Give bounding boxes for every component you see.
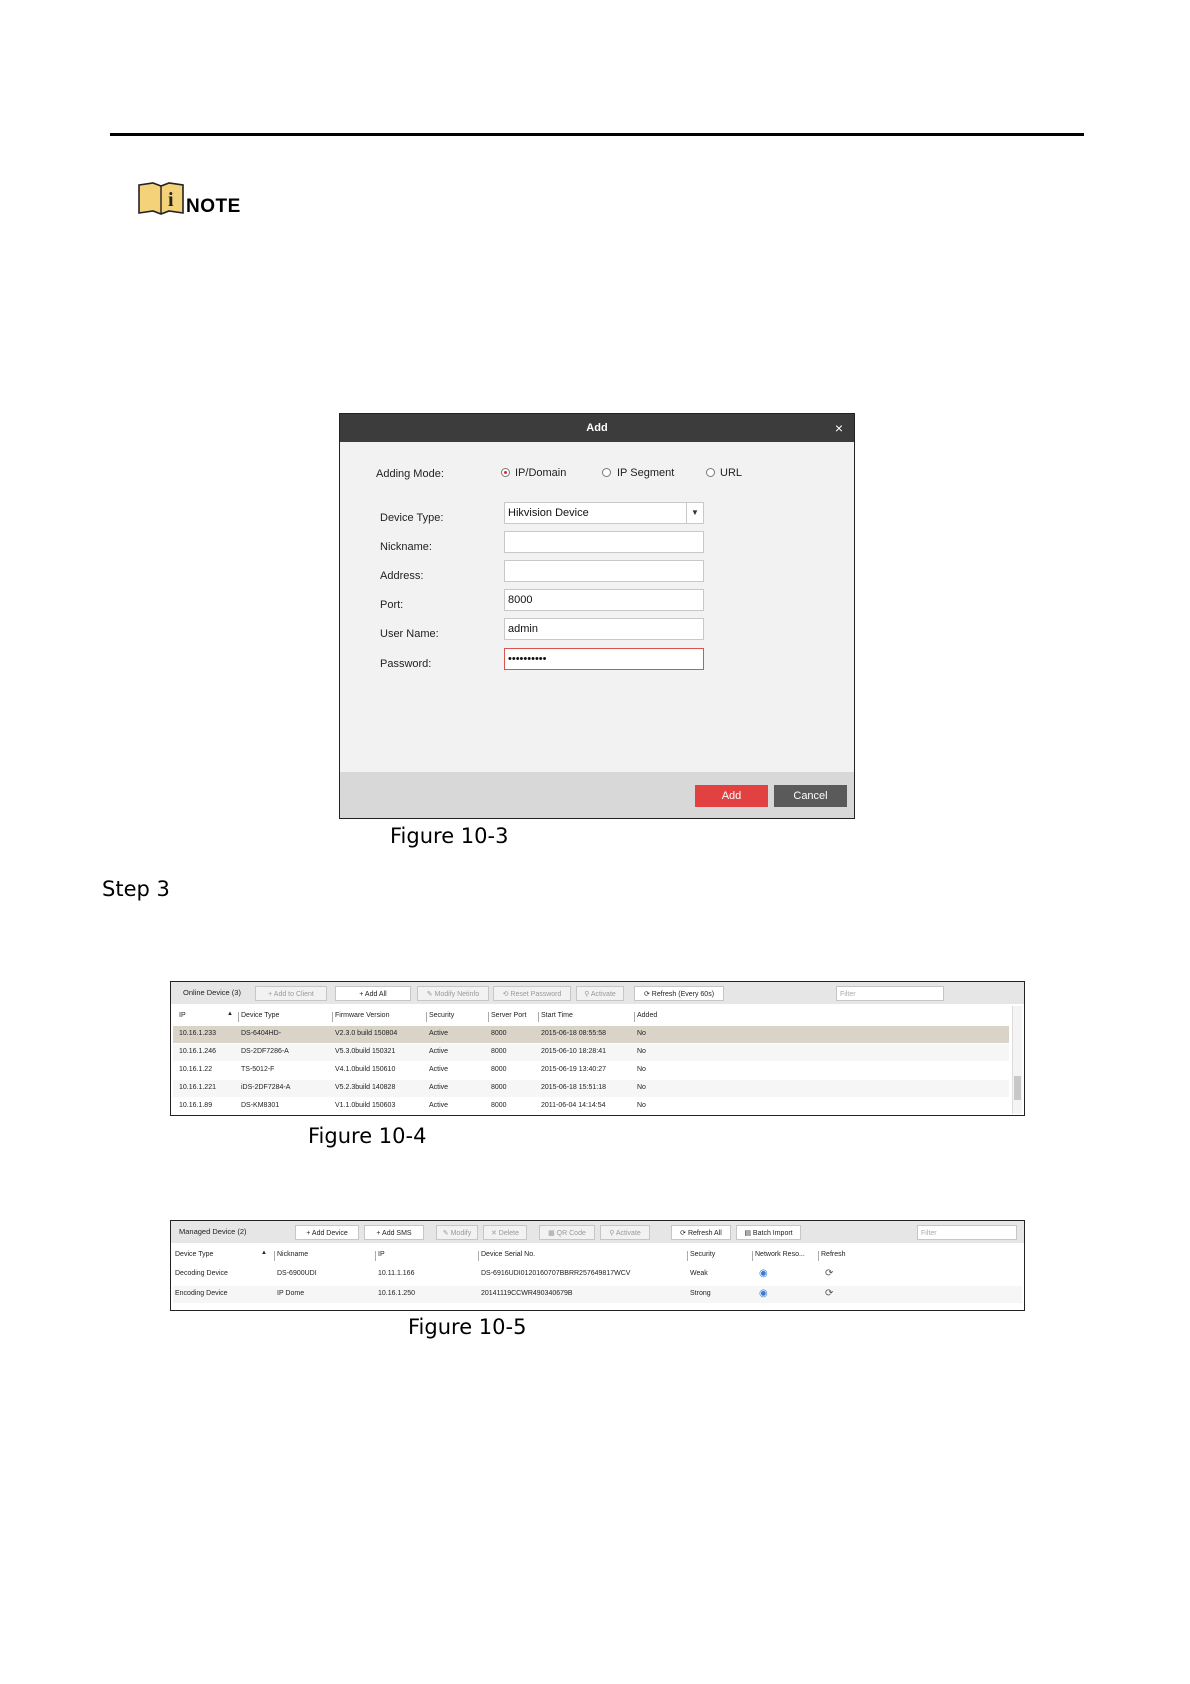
table-cell: 10.11.1.166 bbox=[378, 1270, 415, 1277]
table-cell: 20141119CCWR490340679B bbox=[481, 1290, 573, 1297]
modify-netinfo-button[interactable]: ✎ Modify Netinfo bbox=[417, 986, 489, 1001]
password-input[interactable]: •••••••••• bbox=[504, 648, 704, 670]
close-icon[interactable]: × bbox=[834, 420, 844, 436]
table-cell: No bbox=[637, 1030, 646, 1037]
password-label: Password: bbox=[380, 658, 432, 670]
column-divider bbox=[238, 1012, 239, 1022]
table-cell: DS-KM8301 bbox=[241, 1102, 280, 1109]
table-cell: 10.16.1.250 bbox=[378, 1290, 415, 1297]
table-cell: 10.16.1.246 bbox=[179, 1048, 216, 1055]
table-cell: V4.1.0build 150610 bbox=[335, 1066, 396, 1073]
table-cell: Active bbox=[429, 1048, 449, 1055]
table-cell: 10.16.1.22 bbox=[179, 1066, 213, 1073]
add-button[interactable]: Add bbox=[695, 785, 768, 807]
figure-caption-10-5: Figure 10-5 bbox=[408, 1315, 527, 1339]
mode-label-ip-segment: IP Segment bbox=[617, 467, 675, 479]
chevron-down-icon: ▼ bbox=[686, 503, 703, 523]
mode-label-ip-domain: IP/Domain bbox=[515, 467, 567, 479]
managed-device-panel bbox=[170, 1220, 1025, 1311]
table-cell: 8000 bbox=[491, 1066, 507, 1073]
table-cell: Weak bbox=[690, 1270, 708, 1277]
table-cell: DS-6916UDI0120160707BBRR257649817WCV bbox=[481, 1270, 631, 1277]
table-cell: 2015-06-10 18:28:41 bbox=[541, 1048, 606, 1055]
table-cell: 2015-06-19 13:40:27 bbox=[541, 1066, 606, 1073]
sort-ascending-icon: ▲ bbox=[227, 1011, 233, 1017]
refresh-all-button[interactable]: ⟳ Refresh All bbox=[671, 1225, 731, 1240]
table-cell: 10.16.1.89 bbox=[179, 1102, 213, 1109]
column-divider bbox=[274, 1251, 275, 1261]
table-cell: Active bbox=[429, 1030, 449, 1037]
table-cell: Encoding Device bbox=[175, 1290, 228, 1297]
delete-button[interactable]: ✕ Delete bbox=[483, 1225, 527, 1240]
online-col-header[interactable]: Firmware Version bbox=[335, 1012, 390, 1019]
online-filter-input[interactable]: Filter bbox=[836, 986, 944, 1001]
step-3-label: Step 3 bbox=[102, 877, 170, 901]
table-cell: Active bbox=[429, 1084, 449, 1091]
table-cell: Active bbox=[429, 1066, 449, 1073]
figure-caption-10-4: Figure 10-4 bbox=[308, 1124, 427, 1148]
device-type-value: Hikvision Device bbox=[508, 507, 589, 519]
online-col-header[interactable]: Security bbox=[429, 1012, 455, 1019]
username-input[interactable]: admin bbox=[504, 618, 704, 640]
table-cell: No bbox=[637, 1102, 646, 1109]
online-col-header[interactable]: IP bbox=[179, 1012, 186, 1019]
table-cell: 8000 bbox=[491, 1102, 507, 1109]
figure-caption-10-3: Figure 10-3 bbox=[390, 824, 509, 848]
refresh-icon[interactable]: ⟳ bbox=[825, 1288, 834, 1299]
add-device-button[interactable]: + Add Device bbox=[295, 1225, 359, 1240]
note-book-icon bbox=[137, 181, 187, 217]
table-cell: DS-6900UDI bbox=[277, 1270, 317, 1277]
table-cell: Decoding Device bbox=[175, 1270, 228, 1277]
managed-col-header[interactable]: Network Reso... bbox=[755, 1251, 805, 1258]
managed-col-header[interactable]: Security bbox=[690, 1251, 716, 1258]
qr-code-button[interactable]: ▦ QR Code bbox=[539, 1225, 595, 1240]
table-cell: TS-5012-F bbox=[241, 1066, 275, 1073]
reset-password-button[interactable]: ⟲ Reset Password bbox=[493, 986, 571, 1001]
batch-import-button[interactable]: ▤ Batch Import bbox=[736, 1225, 801, 1240]
table-cell: Active bbox=[429, 1102, 449, 1109]
managed-col-header[interactable]: IP bbox=[378, 1251, 385, 1258]
device-type-label: Device Type: bbox=[380, 512, 444, 524]
table-cell: V5.3.0build 150321 bbox=[335, 1048, 396, 1055]
table-cell: 2015-06-18 08:55:58 bbox=[541, 1030, 606, 1037]
table-cell: V1.1.0build 150603 bbox=[335, 1102, 396, 1109]
column-divider bbox=[478, 1251, 479, 1261]
refresh-every-60s-button[interactable]: ⟳ Refresh (Every 60s) bbox=[634, 986, 724, 1001]
managed-col-header[interactable]: Device Type bbox=[175, 1251, 214, 1258]
managed-col-header[interactable]: Nickname bbox=[277, 1251, 309, 1258]
radio-ip-segment[interactable] bbox=[602, 468, 611, 477]
address-input[interactable] bbox=[504, 560, 704, 582]
table-cell: 8000 bbox=[491, 1084, 507, 1091]
online-col-header[interactable]: Device Type bbox=[241, 1012, 280, 1019]
column-divider bbox=[332, 1012, 333, 1022]
table-cell: 10.16.1.221 bbox=[179, 1084, 216, 1091]
table-cell: V5.2.3build 140828 bbox=[335, 1084, 396, 1091]
modify-button[interactable]: ✎ Modify bbox=[436, 1225, 478, 1240]
online-scrollbar[interactable] bbox=[1012, 1006, 1022, 1114]
column-divider bbox=[538, 1012, 539, 1022]
column-divider bbox=[687, 1251, 688, 1261]
column-divider bbox=[752, 1251, 753, 1261]
managed-device-title: Managed Device (2) bbox=[179, 1227, 247, 1236]
sort-ascending-icon: ▲ bbox=[261, 1250, 267, 1256]
table-cell: DS-2DF7286-A bbox=[241, 1048, 289, 1055]
network-globe-icon[interactable]: ◉ bbox=[759, 1268, 768, 1279]
cancel-button[interactable]: Cancel bbox=[774, 785, 847, 807]
table-cell: 8000 bbox=[491, 1030, 507, 1037]
online-device-title: Online Device (3) bbox=[183, 988, 241, 997]
activate-button[interactable]: ⚲ Activate bbox=[576, 986, 624, 1001]
column-divider bbox=[634, 1012, 635, 1022]
radio-url[interactable] bbox=[706, 468, 715, 477]
table-cell: No bbox=[637, 1066, 646, 1073]
adding-mode-label: Adding Mode: bbox=[376, 468, 444, 480]
managed-filter-input[interactable]: Filter bbox=[917, 1225, 1017, 1240]
address-label: Address: bbox=[380, 570, 424, 582]
table-cell: No bbox=[637, 1048, 646, 1055]
table-cell: 2011-06-04 14:14:54 bbox=[541, 1102, 606, 1109]
network-globe-icon[interactable]: ◉ bbox=[759, 1288, 768, 1299]
table-cell: 10.16.1.233 bbox=[179, 1030, 216, 1037]
table-cell: 2015-06-18 15:51:18 bbox=[541, 1084, 606, 1091]
add-to-client-button[interactable]: + Add to Client bbox=[255, 986, 327, 1001]
nickname-label: Nickname: bbox=[380, 541, 432, 553]
online-scrollbar-thumb[interactable] bbox=[1014, 1076, 1021, 1100]
header-rule bbox=[110, 133, 1084, 136]
add-all-button[interactable]: + Add All bbox=[335, 986, 411, 1001]
port-input[interactable]: 8000 bbox=[504, 589, 704, 611]
activate-managed-button[interactable]: ⚲ Activate bbox=[600, 1225, 650, 1240]
refresh-icon[interactable]: ⟳ bbox=[825, 1268, 834, 1279]
table-cell: DS-6404HD- bbox=[241, 1030, 282, 1037]
table-cell: V2.3.0 build 150804 bbox=[335, 1030, 398, 1037]
svg-text:i: i bbox=[168, 189, 174, 211]
table-cell: Strong bbox=[690, 1290, 711, 1297]
table-cell: IP Dome bbox=[277, 1290, 305, 1297]
online-col-header[interactable]: Added bbox=[637, 1012, 658, 1019]
table-cell: No bbox=[637, 1084, 646, 1091]
column-divider bbox=[488, 1012, 489, 1022]
online-col-header[interactable]: Server Port bbox=[491, 1012, 527, 1019]
device-type-select[interactable] bbox=[504, 502, 704, 524]
username-label: User Name: bbox=[380, 628, 439, 640]
table-cell: 8000 bbox=[491, 1048, 507, 1055]
managed-col-header[interactable]: Device Serial No. bbox=[481, 1251, 536, 1258]
online-device-panel bbox=[170, 981, 1025, 1116]
nickname-input[interactable] bbox=[504, 531, 704, 553]
online-col-header[interactable]: Start Time bbox=[541, 1012, 573, 1019]
column-divider bbox=[375, 1251, 376, 1261]
column-divider bbox=[426, 1012, 427, 1022]
dialog-title: Add bbox=[340, 414, 854, 442]
add-sms-button[interactable]: + Add SMS bbox=[364, 1225, 424, 1240]
radio-ip-domain[interactable] bbox=[501, 468, 510, 477]
column-divider bbox=[818, 1251, 819, 1261]
add-device-dialog bbox=[339, 413, 855, 819]
port-label: Port: bbox=[380, 599, 404, 611]
note-label: NOTE bbox=[186, 196, 241, 217]
managed-col-header[interactable]: Refresh bbox=[821, 1251, 846, 1258]
table-cell: iDS-2DF7284-A bbox=[241, 1084, 291, 1091]
mode-label-url: URL bbox=[720, 467, 743, 479]
